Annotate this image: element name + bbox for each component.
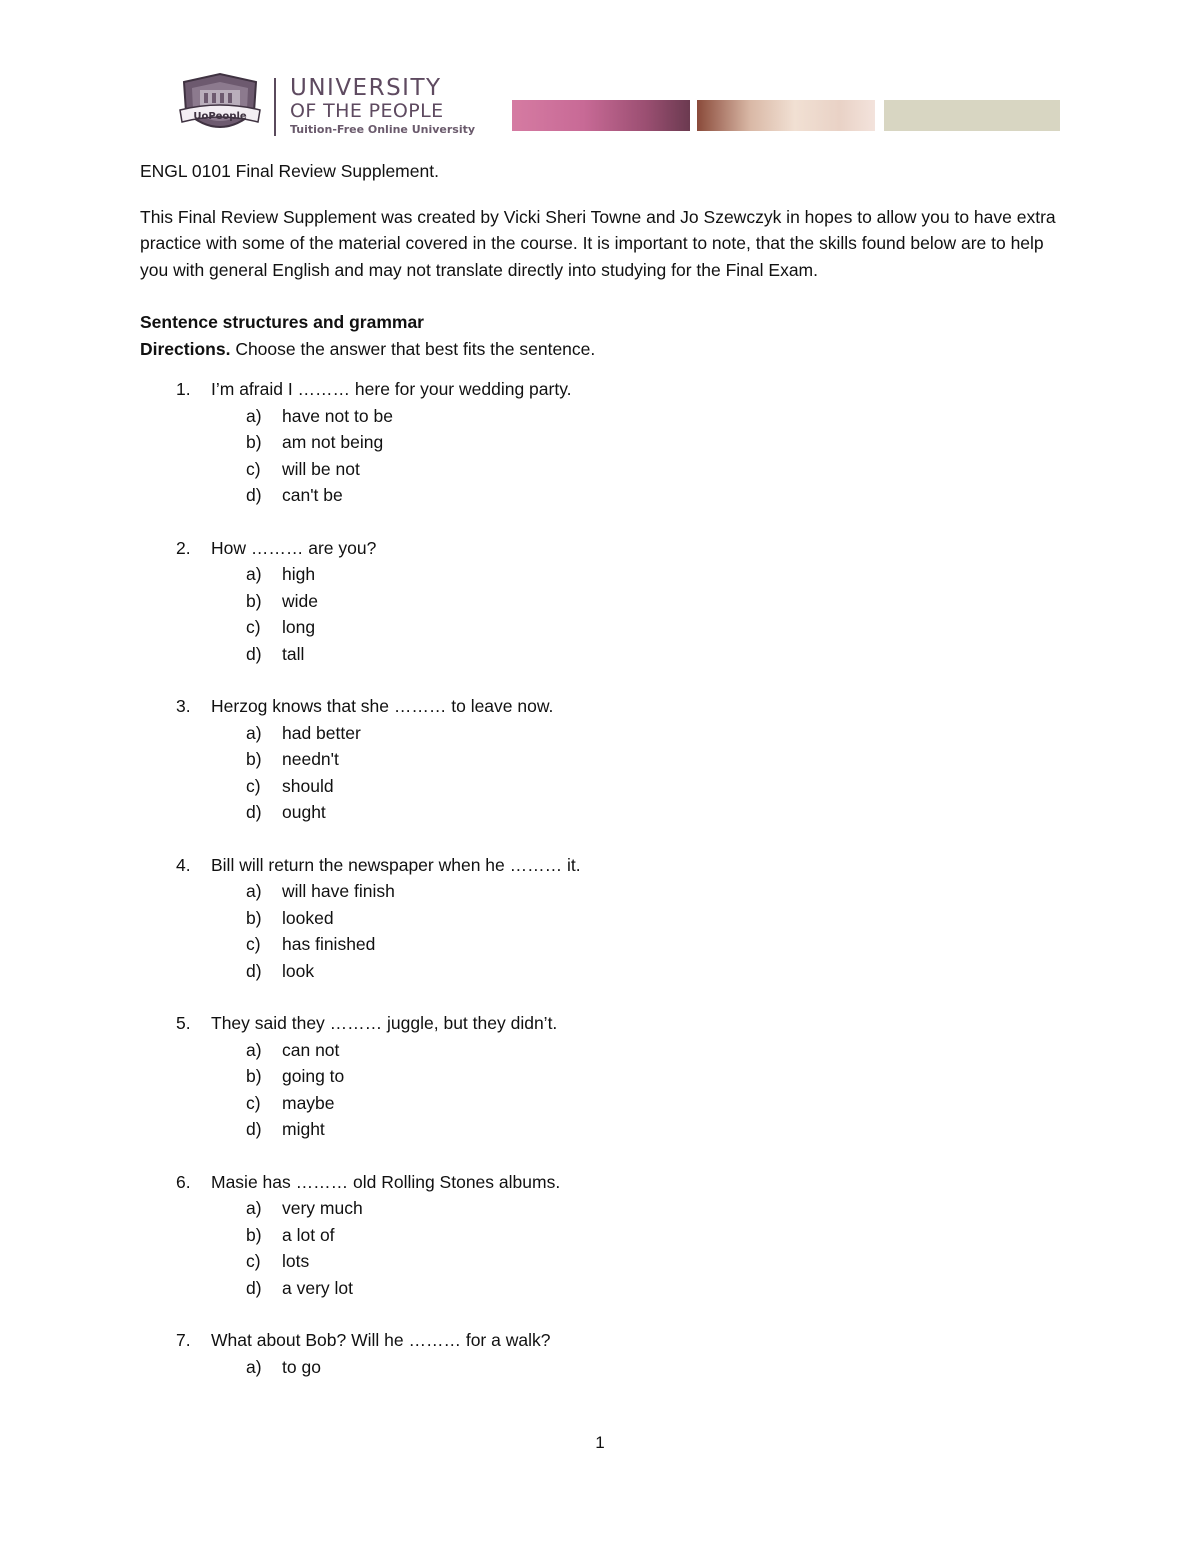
wordmark-tagline: Tuition-Free Online University xyxy=(290,123,476,136)
question-number: 1. xyxy=(176,379,191,399)
svg-text:UoPeople: UoPeople xyxy=(193,111,247,122)
question-row xyxy=(140,852,1060,879)
question-row xyxy=(140,693,1060,720)
answer-option xyxy=(140,482,1060,509)
question-row xyxy=(140,535,1060,562)
option-text: a very lot xyxy=(282,1277,353,1298)
question-row xyxy=(140,1169,1060,1196)
option-text: look xyxy=(282,960,315,981)
option-letter: a) xyxy=(246,405,262,426)
option-letter: d) xyxy=(246,802,262,822)
option-letter: b) xyxy=(246,1066,262,1086)
wordmark-line-1: UNIVERSITY xyxy=(290,75,442,101)
option-letter: d) xyxy=(246,485,262,505)
option-text: can't be xyxy=(282,485,343,505)
option-text: am not being xyxy=(282,432,384,452)
option-letter: c) xyxy=(246,1251,261,1271)
question-item xyxy=(140,376,1060,509)
option-text: looked xyxy=(282,907,334,928)
directions-text: Choose the answer that best fits the sentence. xyxy=(230,338,596,359)
question-item xyxy=(140,693,1060,826)
header-banner-image-1 xyxy=(512,100,690,131)
question-list xyxy=(140,376,1060,1380)
question-item xyxy=(140,1169,1060,1302)
question-text: What about Bob? Will he ……… for a walk? xyxy=(211,1330,551,1350)
option-text: will be not xyxy=(282,458,360,479)
option-text: lots xyxy=(282,1251,310,1271)
option-text: has finished xyxy=(282,934,376,954)
question-number: 4. xyxy=(176,854,191,875)
answer-option xyxy=(140,878,1060,905)
header-divider xyxy=(274,78,276,136)
option-letter: b) xyxy=(246,1224,262,1245)
option-text: tall xyxy=(282,643,305,664)
answer-option xyxy=(140,1248,1060,1275)
question-number: 5. xyxy=(176,1013,191,1033)
option-letter: b) xyxy=(246,907,262,928)
answer-option xyxy=(140,773,1060,800)
university-seal-logo xyxy=(178,72,262,140)
option-text: going to xyxy=(282,1066,345,1086)
question-text: How ……… are you? xyxy=(211,537,377,558)
option-letter: a) xyxy=(246,1039,262,1060)
page-header xyxy=(178,70,1060,140)
directions xyxy=(140,336,1060,363)
answer-option xyxy=(140,588,1060,615)
option-text: high xyxy=(282,564,316,584)
answer-option xyxy=(140,931,1060,958)
answer-options xyxy=(140,1037,1060,1143)
answer-options xyxy=(140,1195,1060,1301)
option-letter: a) xyxy=(246,881,262,901)
question-item xyxy=(140,852,1060,985)
option-text: might xyxy=(282,1119,325,1139)
option-text: very much xyxy=(282,1198,363,1218)
option-letter: c) xyxy=(246,1092,261,1113)
answer-options xyxy=(140,720,1060,826)
answer-option xyxy=(140,403,1060,430)
document-title: ENGL 0101 Final Review Supplement. xyxy=(140,161,439,181)
question-number: 7. xyxy=(176,1330,191,1350)
option-letter: b) xyxy=(246,590,262,611)
question-text: I’m afraid I ……… here for your wedding party. xyxy=(211,379,572,399)
option-letter: d) xyxy=(246,643,262,664)
answer-option xyxy=(140,1195,1060,1222)
answer-option xyxy=(140,746,1060,773)
wordmark-line-2: OF THE PEOPLE xyxy=(290,100,444,122)
option-letter: d) xyxy=(246,1119,262,1139)
answer-option xyxy=(140,1063,1060,1090)
intro-paragraph: This Final Review Supplement was created by Vicki Sheri Towne and Jo Szewczyk in hopes to allow you to have extra practice with some of the material covered in the course. It is important to note, that the skills found below are to help you with general English and may not translate directly into studying for the Final Exam. xyxy=(140,206,1056,280)
header-banner-image-2 xyxy=(697,100,875,131)
question-item xyxy=(140,535,1060,668)
option-letter: c) xyxy=(246,458,261,479)
option-letter: a) xyxy=(246,1356,262,1377)
question-text: They said they ……… juggle, but they didn’t. xyxy=(211,1013,558,1033)
answer-option xyxy=(140,614,1060,641)
header-banner-image-3 xyxy=(884,100,1060,131)
answer-option xyxy=(140,641,1060,668)
option-text: wide xyxy=(282,590,318,611)
answer-option xyxy=(140,561,1060,588)
question-text: Masie has ……… old Rolling Stones albums. xyxy=(211,1171,561,1192)
question-text: Bill will return the newspaper when he ……… it. xyxy=(211,854,581,875)
directions-label: Directions. xyxy=(140,338,231,359)
option-text: can not xyxy=(282,1039,340,1060)
option-letter: d) xyxy=(246,1277,262,1298)
answer-option xyxy=(140,905,1060,932)
option-letter: a) xyxy=(246,564,262,584)
answer-option xyxy=(140,429,1060,456)
question-number: 3. xyxy=(176,696,191,716)
option-text: ought xyxy=(282,802,326,822)
section-heading: Sentence structures and grammar xyxy=(140,312,424,332)
answer-option xyxy=(140,1116,1060,1143)
option-text: had better xyxy=(282,722,361,743)
question-number: 6. xyxy=(176,1171,191,1192)
option-text: needn't xyxy=(282,749,339,769)
answer-options xyxy=(140,1354,1060,1381)
answer-options xyxy=(140,561,1060,667)
option-text: long xyxy=(282,617,316,637)
question-item xyxy=(140,1010,1060,1143)
answer-option xyxy=(140,799,1060,826)
question-text: Herzog knows that she ……… to leave now. xyxy=(211,696,554,716)
option-letter: b) xyxy=(246,432,262,452)
option-letter: b) xyxy=(246,749,262,769)
answer-option xyxy=(140,1275,1060,1302)
answer-option xyxy=(140,1090,1060,1117)
option-letter: a) xyxy=(246,722,262,743)
document-body xyxy=(140,158,1060,1406)
option-letter: d) xyxy=(246,960,262,981)
option-letter: c) xyxy=(246,934,261,954)
option-letter: c) xyxy=(246,617,261,637)
answer-option xyxy=(140,958,1060,985)
question-row xyxy=(140,1327,1060,1354)
question-number: 2. xyxy=(176,537,191,558)
university-wordmark xyxy=(290,76,475,138)
answer-option xyxy=(140,720,1060,747)
answer-options xyxy=(140,403,1060,509)
option-text: to go xyxy=(282,1356,321,1377)
option-text: a lot of xyxy=(282,1224,335,1245)
answer-option xyxy=(140,456,1060,483)
question-row xyxy=(140,1010,1060,1037)
option-letter: c) xyxy=(246,775,261,796)
option-text: will have finish xyxy=(282,881,395,901)
page-number: 1 xyxy=(595,1433,605,1452)
option-text: have not to be xyxy=(282,405,393,426)
question-row xyxy=(140,376,1060,403)
answer-option xyxy=(140,1037,1060,1064)
option-text: should xyxy=(282,775,334,796)
question-item xyxy=(140,1327,1060,1380)
answer-options xyxy=(140,878,1060,984)
answer-option xyxy=(140,1354,1060,1381)
option-letter: a) xyxy=(246,1198,262,1218)
option-text: maybe xyxy=(282,1092,335,1113)
answer-option xyxy=(140,1222,1060,1249)
